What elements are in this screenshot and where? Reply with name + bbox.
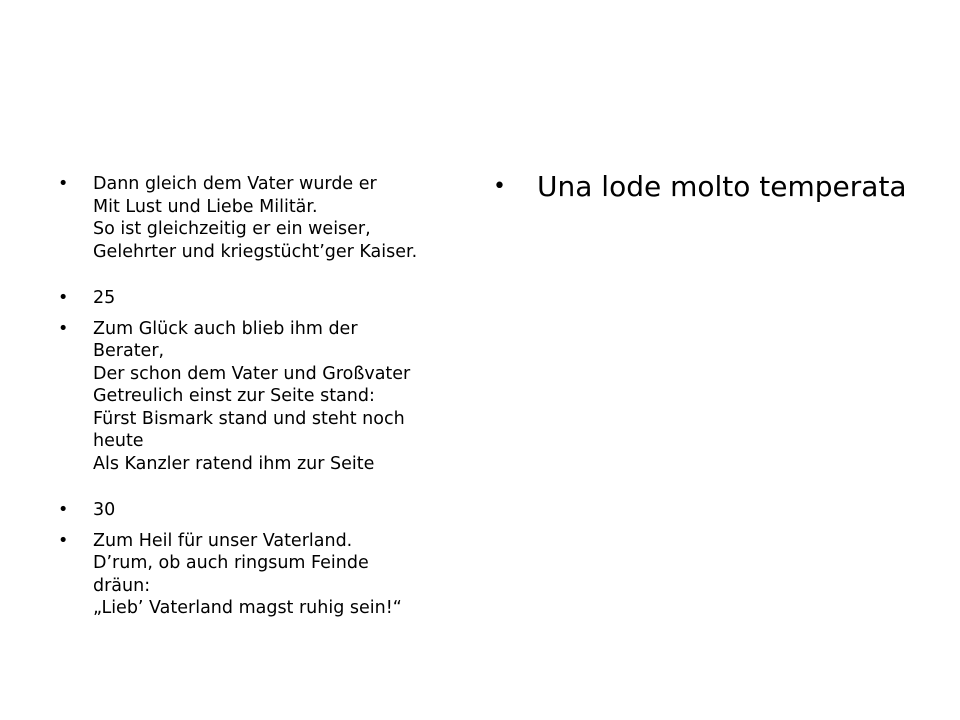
bullet-text: Dann gleich dem Vater wurde er Mit Lust und Liebe Militär. So ist gleichzeitig er ein weiser, Gelehrter und kriegstücht’ger Kaiser. (93, 174, 418, 262)
bullet-dot-icon: • (58, 530, 69, 551)
bullet-item-commentary (493, 168, 933, 206)
bullet-dot-icon: • (58, 500, 69, 520)
bullet-dot-icon: • (493, 174, 506, 199)
right-bullet-list (493, 168, 933, 206)
bullet-item-verse-3 (58, 530, 458, 620)
bullet-text: Zum Heil für unser Vaterland. D’rum, ob auch ringsum Feinde dräun: „Lieb’ Vaterland magst ruhig sein!“ (93, 530, 402, 618)
bullet-text: 30 (93, 500, 116, 520)
bullet-item-line-number-30 (58, 499, 458, 522)
bullet-item-line-number-25 (58, 287, 458, 310)
left-bullet-list (58, 173, 458, 620)
commentary-text: Una lode molto temperata (537, 170, 907, 203)
bullet-item-verse-1 (58, 173, 458, 263)
bullet-item-verse-2 (58, 318, 458, 476)
bullet-text: Zum Glück auch blieb ihm der Berater, Der schon dem Vater und Großvater Getreulich einst zur Seite stand: Fürst Bismark stand und steht noch heute Als Kanzler ratend ihm zur Seite (93, 318, 411, 474)
bullet-dot-icon: • (58, 288, 69, 308)
bullet-dot-icon: • (58, 174, 69, 194)
bullet-dot-icon: • (58, 318, 69, 339)
bullet-text: 25 (93, 288, 116, 308)
right-text-column (493, 168, 933, 206)
left-text-column (58, 173, 458, 620)
